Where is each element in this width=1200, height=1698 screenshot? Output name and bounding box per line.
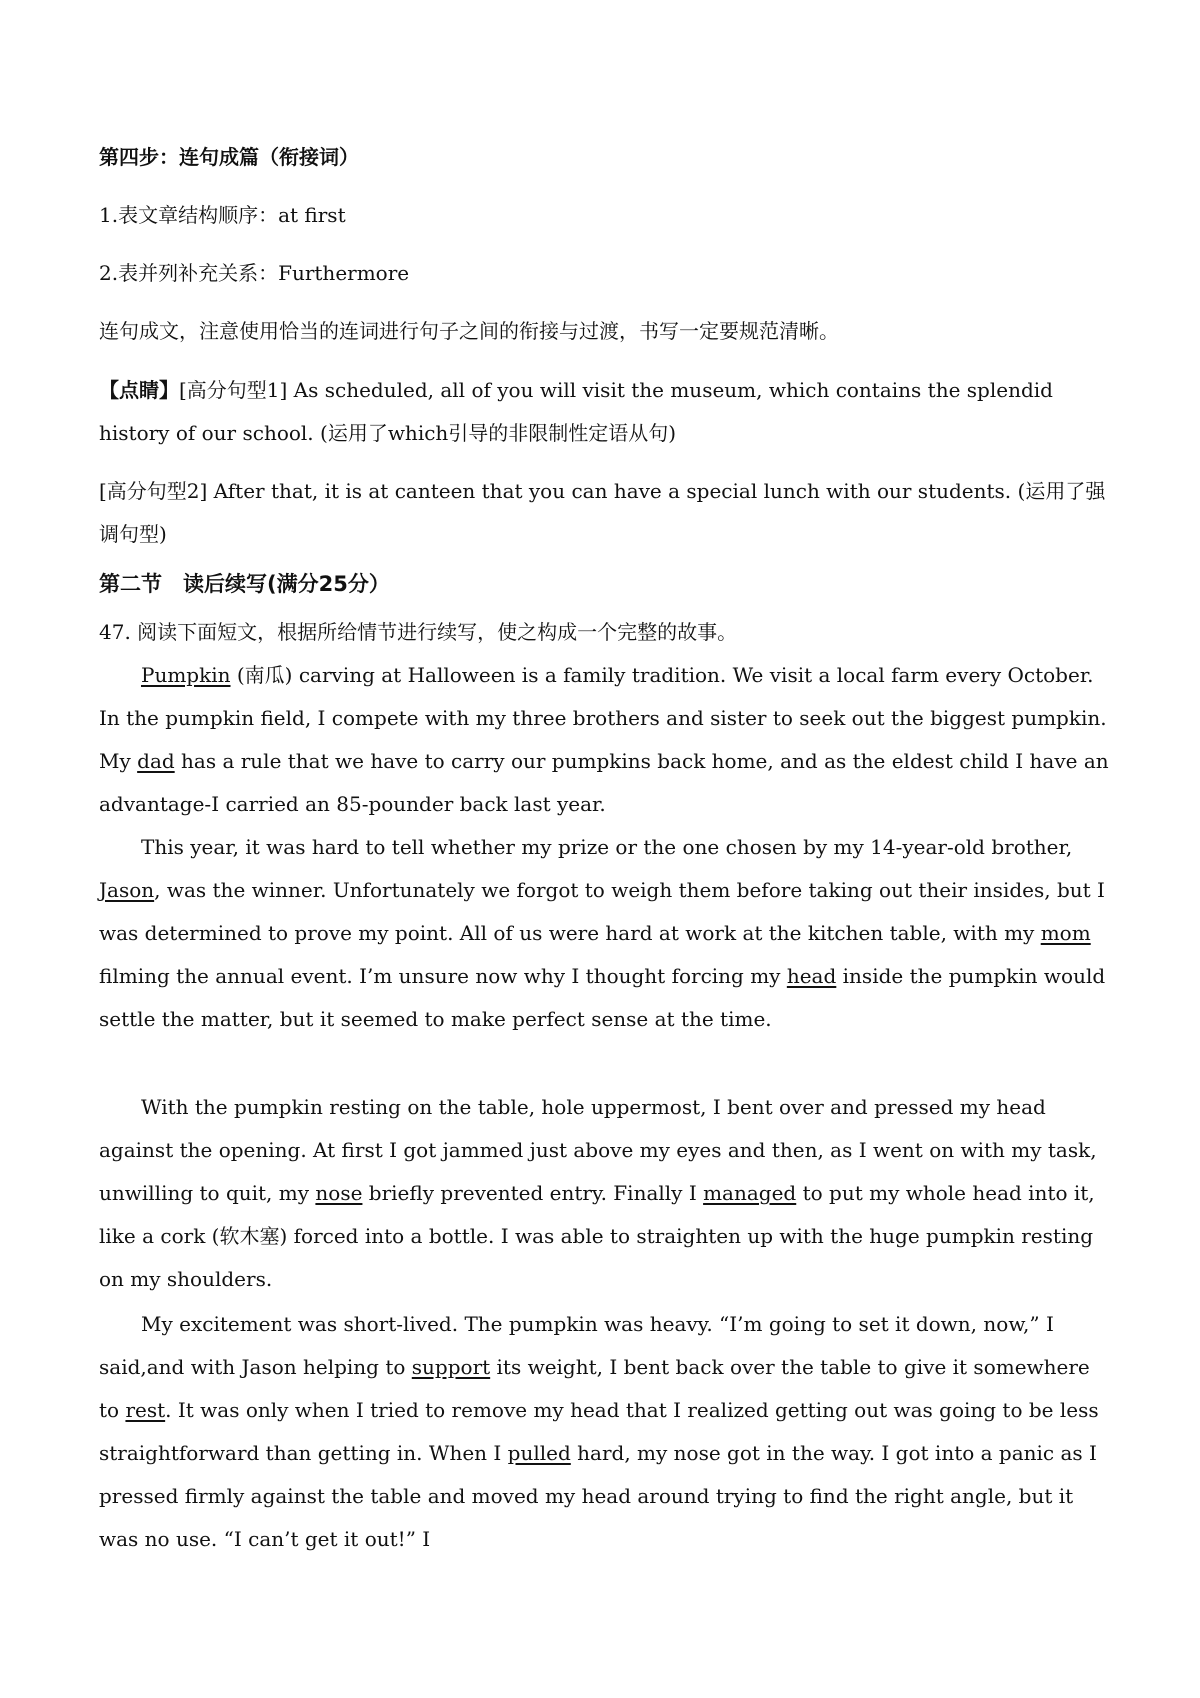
story-text: to put my whole head into it, like a cork (软木塞) forced into a bottle. I was able to straighten up with the huge pumpkin resting on my shoulders. <box>99 1181 1102 1291</box>
highlight-sentence-1-text: [高分句型1] As scheduled, all of you will visit the museum, which contains the splendid history of our school. (运用了which引导的非限制性定语从句) <box>99 378 1060 445</box>
story-text: hard, my nose got in the way. I got into a panic as I pressed firmly against the table and moved my head around trying to find the right angle, but it was no use. “I can’t get it out!” I <box>99 1441 1104 1551</box>
story-text: . It was only when I tried to remove my head that I realized getting out was going to be less straightforward than getting in. When I <box>99 1398 1105 1465</box>
story-text: With the pumpkin resting on the table, hole uppermost, I bent over and pressed my head against the opening. At first I got jammed just above my eyes and then, as I went on with my task, unwilling to quit, my <box>99 1095 1103 1205</box>
question-47-prompt: 47. 阅读下面短文，根据所给情节进行续写，使之构成一个完整的故事。 <box>99 620 738 644</box>
underlined-word: Pumpkin <box>141 663 231 687</box>
story-text: , was the winner. Unfortunately we forgot to weigh them before taking out their insides, but I was determined to prove my point. All of us were hard at work at the kitchen table, with my <box>99 878 1112 945</box>
story-paragraph-4 <box>99 1303 1109 1561</box>
step4-item-1: 1.表文章结构顺序：at first <box>99 203 346 227</box>
underlined-word: managed <box>703 1181 797 1205</box>
underlined-word: nose <box>315 1181 363 1205</box>
highlight-sentence-2: [高分句型2] After that, it is at canteen that you can have a special lunch with our students. (运用了强调句型) <box>99 479 1106 546</box>
highlight-sentence-1 <box>99 369 1109 455</box>
step4-heading: 第四步：连句成篇（衔接词） <box>99 145 359 169</box>
story-paragraph-3 <box>99 1086 1109 1301</box>
story-text: This year, it was hard to tell whether my prize or the one chosen by my 14-year-old brother, <box>141 835 1079 859</box>
story-text: has a rule that we have to carry our pumpkins back home, and as the eldest child I have an advantage-I carried an 85-pounder back last year. <box>99 749 1116 816</box>
underlined-word: dad <box>137 749 175 773</box>
underlined-word: rest <box>125 1398 166 1422</box>
underlined-word: mom <box>1040 921 1091 945</box>
step4-note: 连句成文，注意使用恰当的连词进行句子之间的衔接与过渡，书写一定要规范清晰。 <box>99 319 839 343</box>
story-text: its weight, I bent back over the table to give it somewhere to <box>99 1355 1097 1422</box>
story-paragraph-1 <box>99 654 1116 826</box>
story-text: My excitement was short-lived. The pumpkin was heavy. “I’m going to set it down, now,” I said,and with Jason helping to <box>99 1312 1061 1379</box>
story-text: (南瓜) carving at Halloween is a family tradition. We visit a local farm every October. In the pumpkin field, I compete with my three brothers and sister to seek out the biggest pumpkin. My <box>99 663 1113 773</box>
story-text: inside the pumpkin would settle the matter, but it seemed to make perfect sense at the time. <box>99 964 1112 1031</box>
story-text: filming the annual event. I’m unsure now why I thought forcing my <box>99 921 1098 988</box>
highlight-tag: 【点睛】 <box>99 378 179 402</box>
underlined-word: pulled <box>507 1441 571 1465</box>
story-paragraph-2 <box>99 826 1112 1041</box>
step4-item-2: 2.表并列补充关系：Furthermore <box>99 261 410 285</box>
underlined-word: head <box>786 964 837 988</box>
story-text: briefly prevented entry. Finally I <box>362 1181 704 1205</box>
underlined-word: support <box>411 1355 491 1379</box>
section2-heading: 第二节 读后续写(满分25分） <box>99 572 390 596</box>
underlined-word: Jason <box>99 878 155 902</box>
